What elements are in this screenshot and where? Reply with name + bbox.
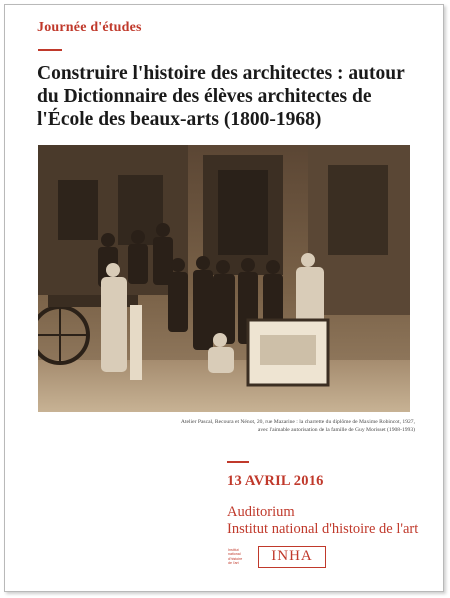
title-line: l'École des beaux-arts (1800-1968): [37, 109, 322, 130]
inha-logo: [228, 544, 326, 569]
event-type-label: Journée d'études: [37, 20, 142, 35]
logo-mark-text: INHA: [271, 548, 313, 564]
accent-divider-middle: [227, 461, 249, 463]
caption-line: avec l'aimable autorisation de la famille de Guy Morisset (1908-1993): [257, 427, 415, 433]
poster-title: [37, 62, 432, 131]
venue-line: Institut national d'histoire de l'art: [227, 521, 419, 537]
title-line: Construire l'histoire des architectes : autour: [37, 63, 405, 84]
logo-mark-box: [258, 546, 326, 568]
caption-line: Atelier Pascal, Recoura et Nénot, 20, rue Mazarine : la charrette du diplôme de Maxime Robincot, 1927,: [180, 419, 415, 425]
logo-small-line: d'histoire: [228, 556, 243, 561]
historical-group-photo: [38, 145, 410, 412]
logo-small-line: de l'art: [228, 560, 239, 565]
logo-wordmark-small: [228, 548, 250, 565]
photo-caption: [110, 418, 415, 434]
event-date: 13 AVRIL 2016: [227, 473, 324, 489]
logo-small-line: Institut: [228, 548, 239, 553]
accent-divider-top: [38, 49, 62, 51]
event-venue: [227, 504, 418, 538]
logo-small-line: national: [228, 552, 241, 557]
title-line: du Dictionnaire des élèves architectes de: [37, 86, 372, 107]
venue-line: Auditorium: [227, 504, 295, 520]
